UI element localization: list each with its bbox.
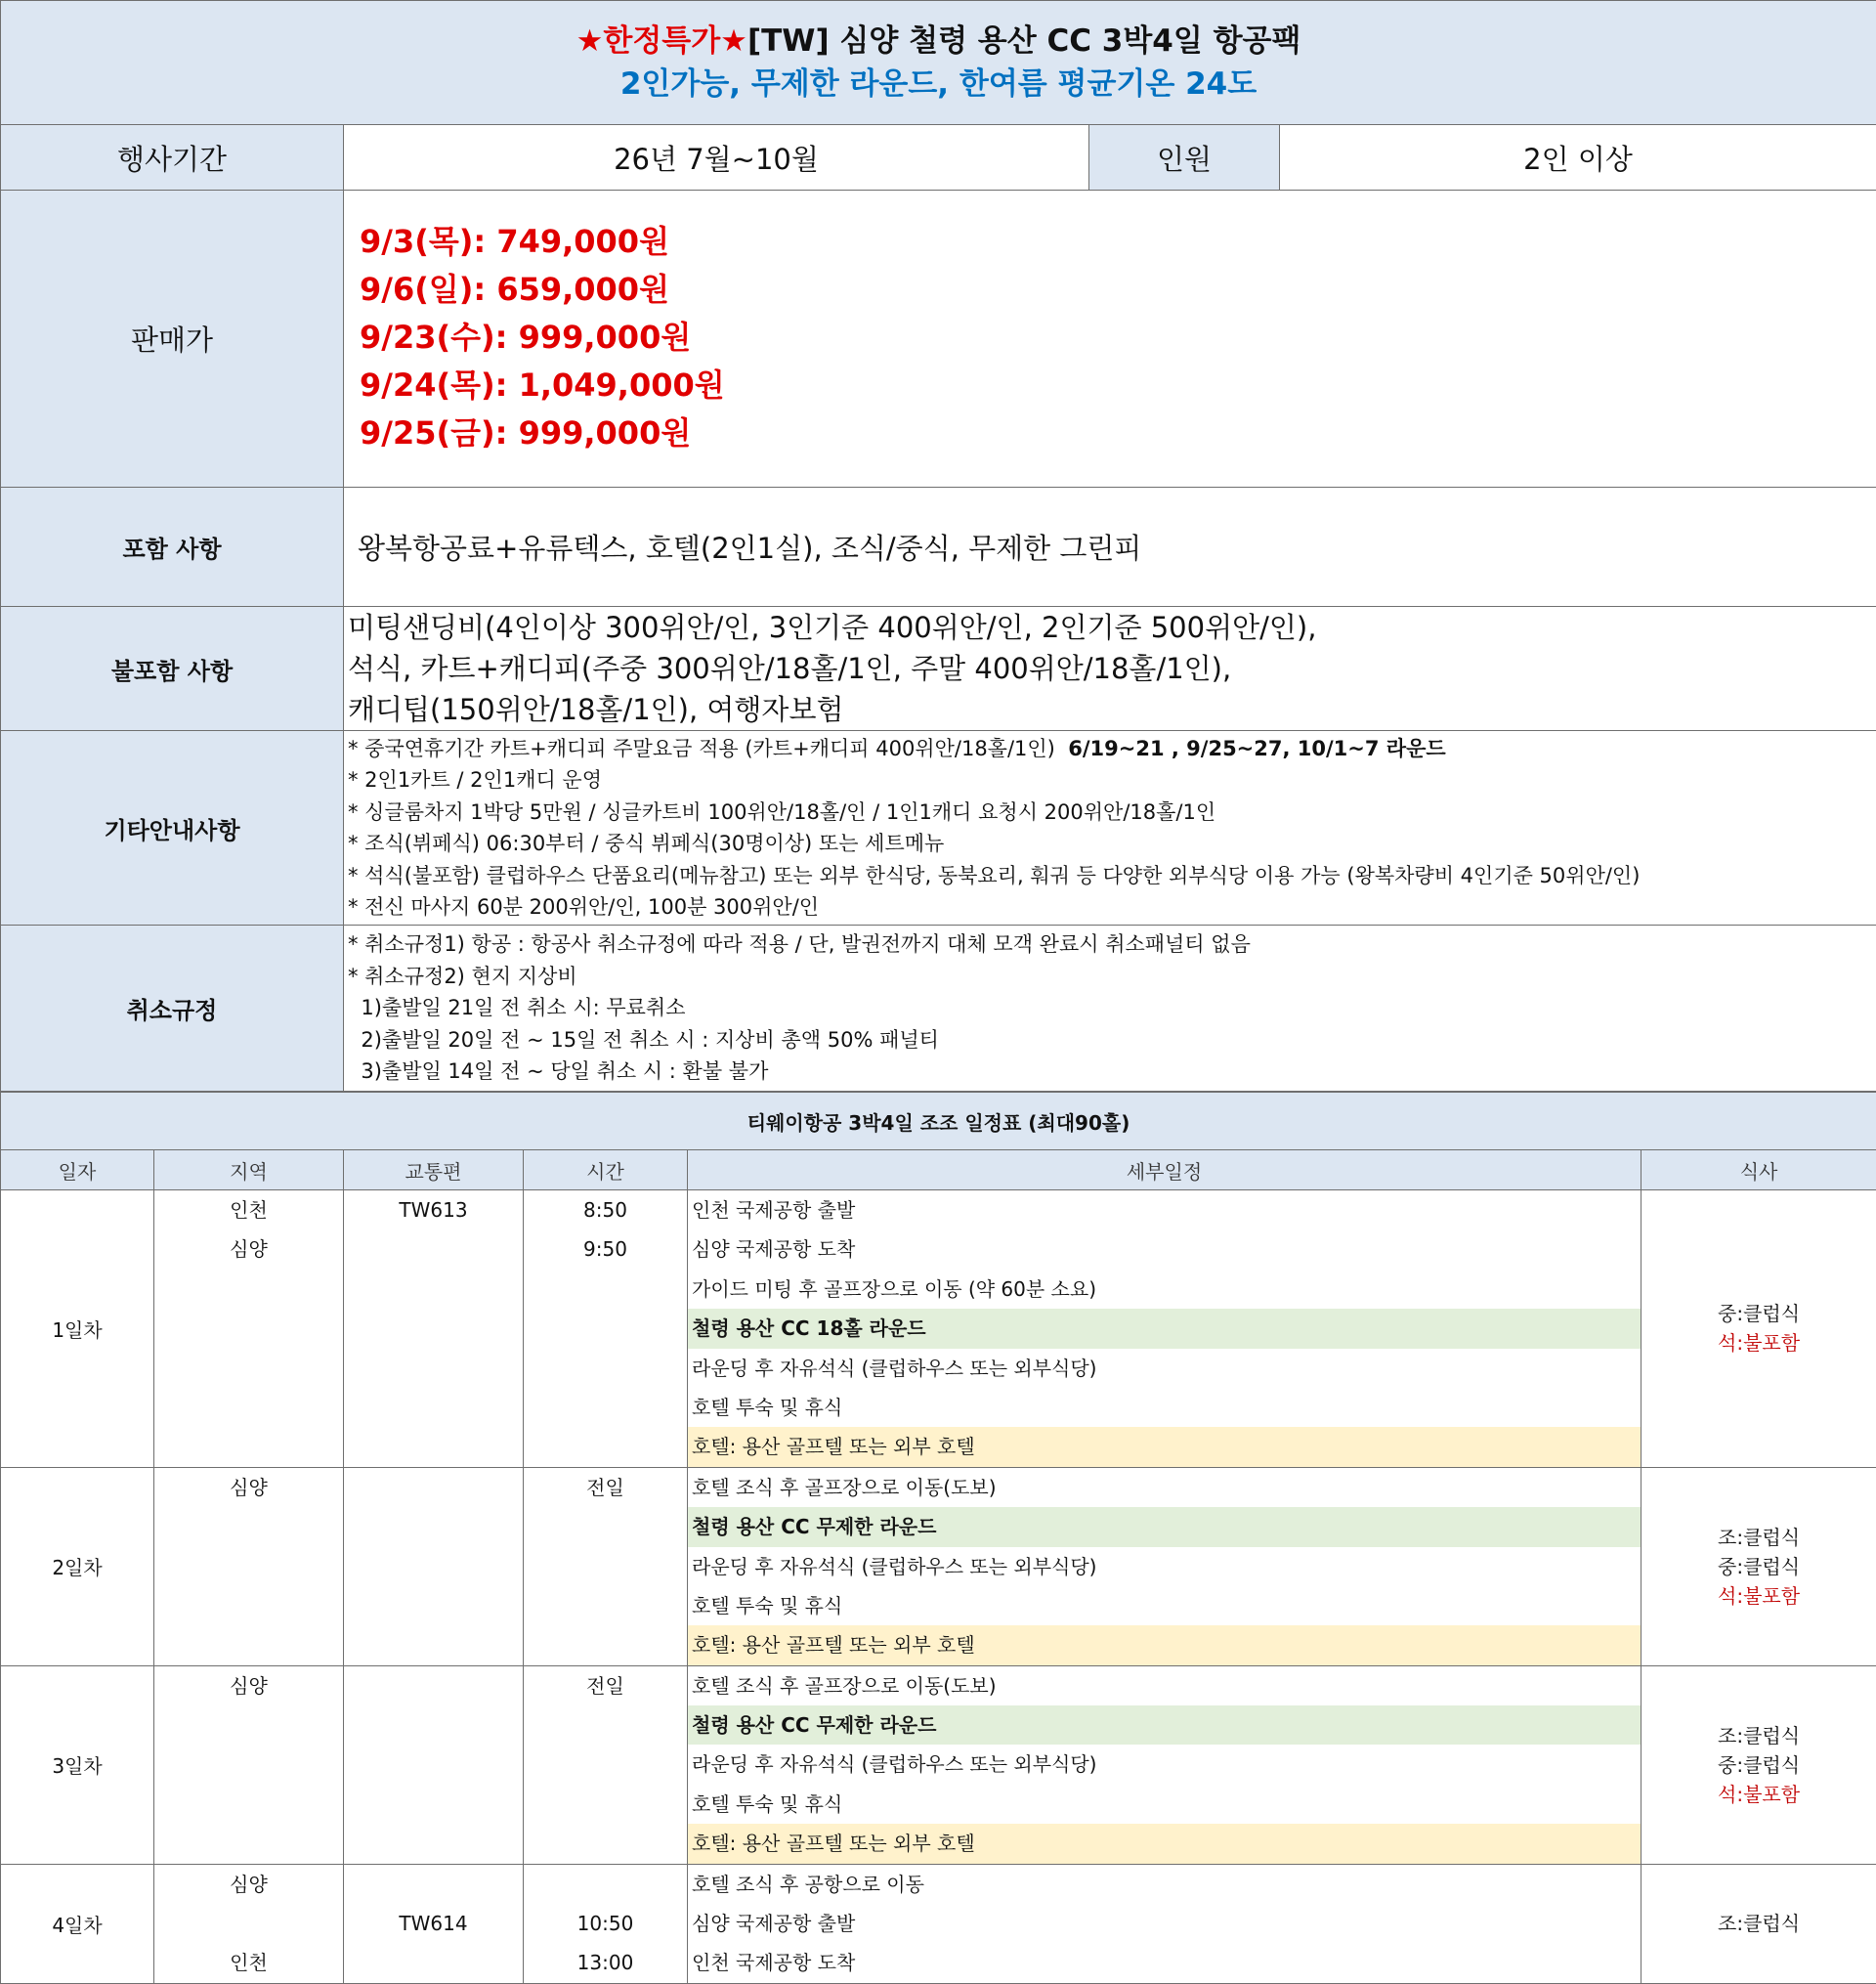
detail-item: 심양 국제공항 도착 <box>688 1229 1641 1269</box>
people-value: 2인 이상 <box>1280 125 1876 191</box>
notes-line: * 싱글룸차지 1박당 5만원 / 싱글카트비 100위안/18홀/인 / 1인1캐디 요청시 200위안/18홀/1인 <box>348 797 1876 829</box>
detail-item-hotel: 호텔: 용산 골프텔 또는 외부 호텔 <box>688 1427 1641 1466</box>
cancel-line: * 취소규정2) 현지 지상비 <box>348 961 1876 993</box>
included-label: 포함 사항 <box>1 488 344 607</box>
detail-item: 호텔 조식 후 공항으로 이동 <box>688 1865 1641 1904</box>
notes-line: * 조식(뷔페식) 06:30부터 / 중식 뷔페식(30명이상) 또는 세트메뉴 <box>348 828 1876 860</box>
excluded-line: 미팅샌딩비(4인이상 300위안/인, 3인기준 400위안/인, 2인기준 500위안/인), <box>348 607 1876 648</box>
region-item: 심양 <box>154 1666 343 1705</box>
notes-line: * 석식(불포함) 클럽하우스 단품요리(메뉴참고) 또는 외부 한식당, 동북요리, 훠궈 등 다양한 외부식당 이용 가능 (왕복차량비 4인기준 50위안/인) <box>348 860 1876 892</box>
meal-cell <box>1642 1190 1876 1468</box>
col-header-details: 세부일정 <box>688 1150 1642 1190</box>
region-item: 심양 <box>154 1468 343 1507</box>
page-title <box>1 20 1876 63</box>
detail-item: 라운딩 후 자유석식 (클럽하우스 또는 외부식당) <box>688 1349 1641 1388</box>
meal-item: 조:클럽식 <box>1642 1721 1876 1750</box>
title-text: [TW] 심양 철령 용산 CC 3박4일 항공팩 <box>747 23 1300 59</box>
detail-item: 호텔 조식 후 골프장으로 이동(도보) <box>688 1666 1641 1705</box>
region-cell <box>154 1467 344 1665</box>
time-cell <box>524 1467 688 1665</box>
schedule-title: 티웨이항공 3박4일 조조 일정표 (최대90홀) <box>1 1093 1876 1150</box>
detail-item-hotel: 호텔: 용산 골프텔 또는 외부 호텔 <box>688 1625 1641 1664</box>
time-item: 8:50 <box>524 1190 687 1229</box>
transport-cell <box>344 1190 524 1468</box>
notes-line: * 전신 마사지 60분 200위안/인, 100분 300위안/인 <box>348 891 1876 924</box>
time-item: 전일 <box>524 1468 687 1507</box>
col-header-time: 시간 <box>524 1150 688 1190</box>
meal-item: 중:클럽식 <box>1642 1552 1876 1581</box>
price-item: 9/23(수): 999,000원 <box>360 314 1876 362</box>
meal-cell <box>1642 1864 1876 1983</box>
detail-item-round: 철령 용산 CC 18홀 라운드 <box>688 1309 1641 1348</box>
cancel-line: 2)출발일 20일 전 ~ 15일 전 취소 시 : 지상비 총액 50% 패널티 <box>348 1024 1876 1057</box>
detail-item: 라운딩 후 자유석식 (클럽하우스 또는 외부식당) <box>688 1547 1641 1586</box>
day-label: 2일차 <box>1 1467 154 1665</box>
detail-item: 호텔 투숙 및 휴식 <box>688 1785 1641 1824</box>
time-item: 전일 <box>524 1666 687 1705</box>
detail-item: 인천 국제공항 출발 <box>688 1190 1641 1229</box>
schedule-row-day3 <box>1 1665 1876 1864</box>
meal-cell <box>1642 1467 1876 1665</box>
day-label: 1일차 <box>1 1190 154 1468</box>
details-cell <box>688 1467 1642 1665</box>
meal-item-excluded: 석:불포함 <box>1642 1328 1876 1358</box>
region-cell <box>154 1864 344 1983</box>
time-cell <box>524 1864 688 1983</box>
detail-item: 인천 국제공항 도착 <box>688 1943 1641 1982</box>
cancel-line: 3)출발일 14일 전 ~ 당일 취소 시 : 환불 불가 <box>348 1056 1876 1088</box>
price-item: 9/6(일): 659,000원 <box>360 266 1876 314</box>
excluded-line: 석식, 카트+캐디피(주중 300위안/18홀/1인, 주말 400위안/18홀/1인), <box>348 648 1876 689</box>
excluded-line: 캐디팁(150위안/18홀/1인), 여행자보험 <box>348 689 1876 730</box>
excluded-list <box>344 607 1876 731</box>
notes-list <box>344 731 1876 926</box>
detail-item-hotel: 호텔: 용산 골프텔 또는 외부 호텔 <box>688 1824 1641 1863</box>
day-label: 3일차 <box>1 1665 154 1864</box>
meal-item-excluded: 석:불포함 <box>1642 1581 1876 1611</box>
title-banner <box>1 1 1876 125</box>
region-item: 인천 <box>154 1190 343 1229</box>
col-header-day: 일자 <box>1 1150 154 1190</box>
schedule-row-day2 <box>1 1467 1876 1665</box>
title-star-prefix: ★한정특가★ <box>576 23 747 59</box>
notes-line-text: * 중국연휴기간 카트+캐디피 주말요금 적용 (카트+캐디피 400위안/18홀/1인) <box>348 737 1055 760</box>
meal-cell <box>1642 1665 1876 1864</box>
excluded-label: 불포함 사항 <box>1 607 344 731</box>
region-item: 심양 <box>154 1229 343 1269</box>
detail-item-round: 철령 용산 CC 무제한 라운드 <box>688 1705 1641 1745</box>
price-item: 9/3(목): 749,000원 <box>360 218 1876 266</box>
notes-line: * 2인1카트 / 2인1캐디 운영 <box>348 764 1876 797</box>
time-item: 10:50 <box>524 1904 687 1943</box>
cancel-label: 취소규정 <box>1 926 344 1092</box>
time-item: 9:50 <box>524 1229 687 1269</box>
period-value: 26년 7월~10월 <box>344 125 1089 191</box>
region-cell <box>154 1190 344 1468</box>
details-cell <box>688 1190 1642 1468</box>
schedule-row-day1 <box>1 1190 1876 1468</box>
schedule-row-day4 <box>1 1864 1876 1983</box>
detail-item: 호텔 투숙 및 휴식 <box>688 1388 1641 1427</box>
flight-number: TW613 <box>344 1190 523 1229</box>
transport-cell <box>344 1467 524 1665</box>
day-label: 4일차 <box>1 1864 154 1983</box>
meal-item: 조:클럽식 <box>1642 1909 1876 1938</box>
cancel-list <box>344 926 1876 1092</box>
time-item: 13:00 <box>524 1943 687 1982</box>
detail-item: 심양 국제공항 출발 <box>688 1904 1641 1943</box>
transport-cell <box>344 1864 524 1983</box>
cancel-line: * 취소규정1) 항공 : 항공사 취소규정에 따라 적용 / 단, 발권전까지 대체 모객 완료시 취소패널티 없음 <box>348 928 1876 961</box>
transport-cell <box>344 1665 524 1864</box>
price-item: 9/25(금): 999,000원 <box>360 410 1876 457</box>
detail-item: 가이드 미팅 후 골프장으로 이동 (약 60분 소요) <box>688 1270 1641 1309</box>
meal-item-excluded: 석:불포함 <box>1642 1780 1876 1809</box>
price-label: 판매가 <box>1 191 344 488</box>
col-header-meal: 식사 <box>1642 1150 1876 1190</box>
holiday-dates: 6/19~21 , 9/25~27, 10/1~7 라운드 <box>1068 737 1445 760</box>
flight-number: TW614 <box>344 1904 523 1943</box>
meal-item: 중:클럽식 <box>1642 1750 1876 1780</box>
notes-line <box>348 733 1876 765</box>
region-cell <box>154 1665 344 1864</box>
price-list <box>344 191 1876 488</box>
region-item: 인천 <box>154 1943 343 1982</box>
detail-item: 호텔 조식 후 골프장으로 이동(도보) <box>688 1468 1641 1507</box>
col-header-region: 지역 <box>154 1150 344 1190</box>
detail-item-round: 철령 용산 CC 무제한 라운드 <box>688 1507 1641 1546</box>
people-label: 인원 <box>1089 125 1280 191</box>
meal-item: 조:클럽식 <box>1642 1523 1876 1552</box>
detail-item: 호텔 투숙 및 휴식 <box>688 1586 1641 1625</box>
details-cell <box>688 1864 1642 1983</box>
details-cell <box>688 1665 1642 1864</box>
meal-item: 중:클럽식 <box>1642 1299 1876 1328</box>
schedule-table <box>0 1092 1876 1984</box>
time-cell <box>524 1665 688 1864</box>
col-header-transport: 교통편 <box>344 1150 524 1190</box>
time-cell <box>524 1190 688 1468</box>
notes-label: 기타안내사항 <box>1 731 344 926</box>
period-label: 행사기간 <box>1 125 344 191</box>
cancel-line: 1)출발일 21일 전 취소 시: 무료취소 <box>348 992 1876 1024</box>
included-value: 왕복항공료+유류텍스, 호텔(2인1실), 조식/중식, 무제한 그린피 <box>344 488 1876 607</box>
price-item: 9/24(목): 1,049,000원 <box>360 362 1876 410</box>
detail-item: 라운딩 후 자유석식 (클럽하우스 또는 외부식당) <box>688 1745 1641 1784</box>
page-subtitle: 2인가능, 무제한 라운드, 한여름 평균기온 24도 <box>1 63 1876 106</box>
region-item: 심양 <box>154 1865 343 1904</box>
